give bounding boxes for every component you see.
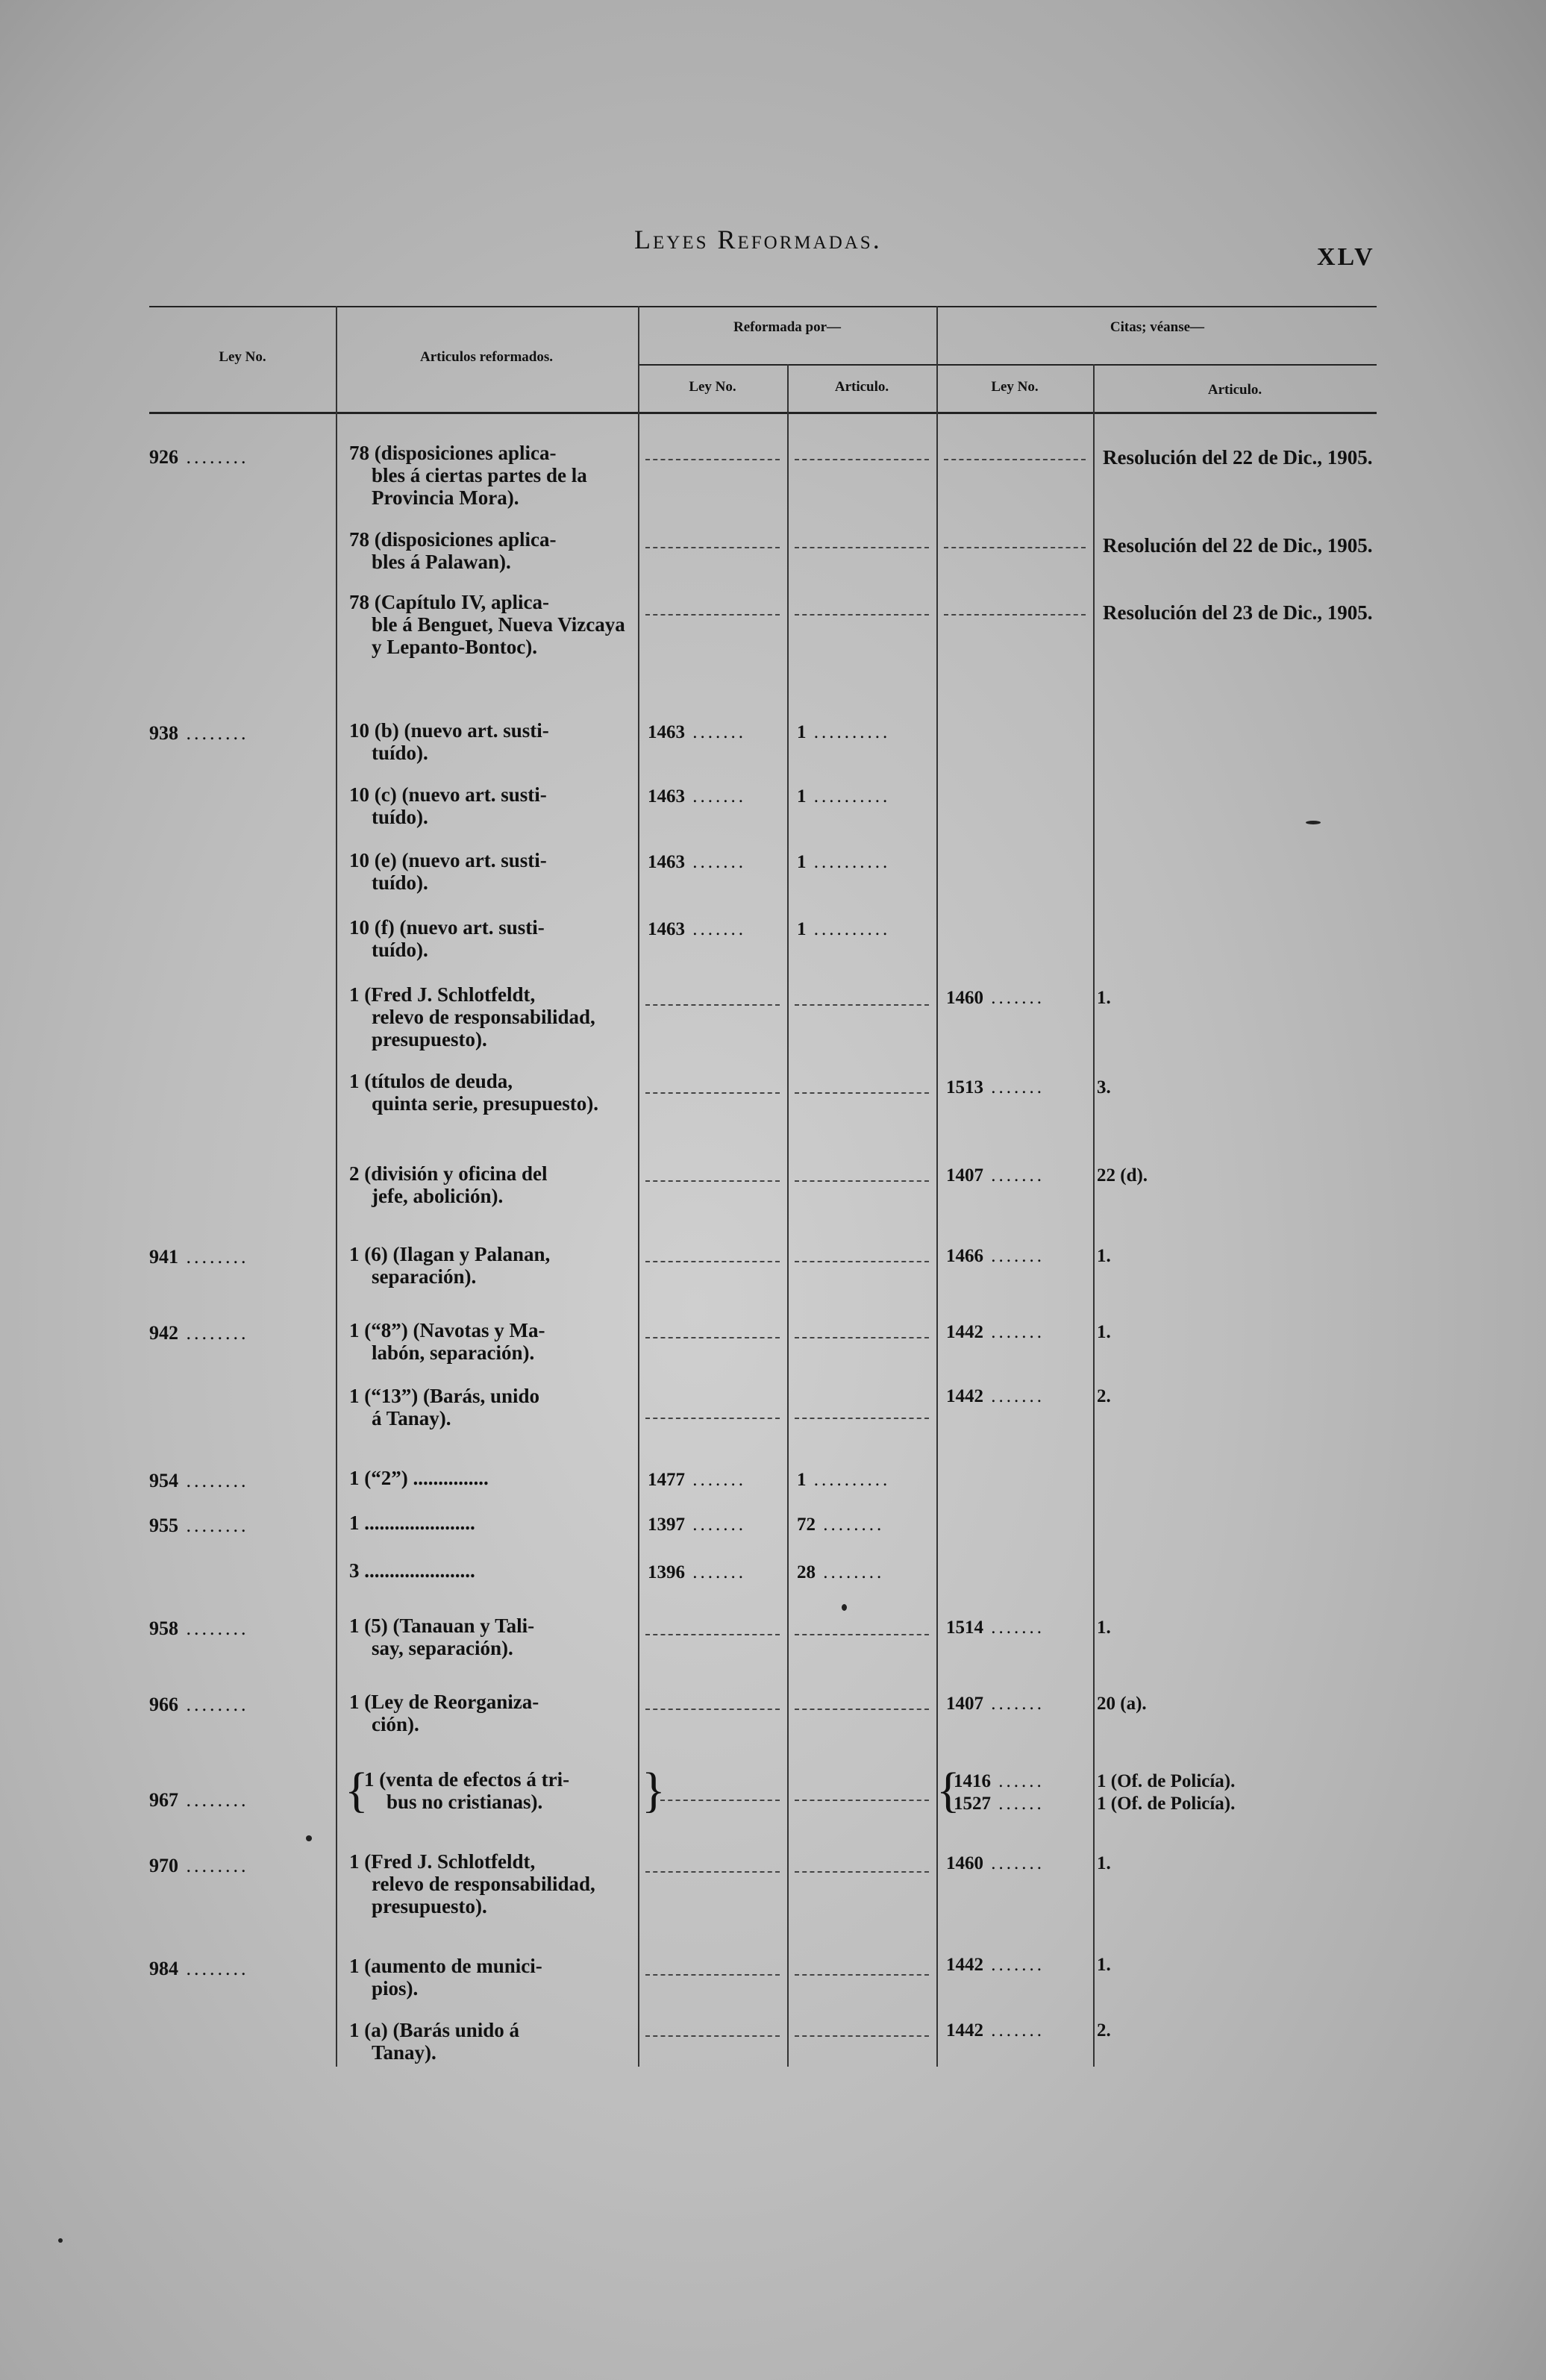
ley-number: 941 ........ <box>149 1246 249 1268</box>
left-brace: { <box>936 1763 960 1817</box>
cita-articulo: 1 (Of. de Policía). <box>1097 1771 1236 1791</box>
cita-ley: 1407 ....... <box>946 1694 1045 1714</box>
reformada-articulo: 1 .......... <box>797 1470 891 1490</box>
leader-line <box>795 1261 929 1262</box>
reformada-ley: 1396 ....... <box>648 1562 746 1582</box>
leader-line <box>795 1418 929 1419</box>
ley-number: 955 ........ <box>149 1515 249 1536</box>
articulo-reformado: 1 (“2”) ............... <box>349 1467 489 1489</box>
cita-articulo: 1. <box>1097 988 1111 1008</box>
ley-number: 942 ........ <box>149 1322 249 1344</box>
leader-line <box>660 1800 780 1801</box>
ley-number: 984 ........ <box>149 1958 249 1979</box>
leader-line <box>645 1418 780 1419</box>
articulo-reformado: 10 (f) (nuevo art. susti- tuído). <box>349 916 545 961</box>
articulo-reformado: 78 (disposiciones aplica- bles á Palawan). <box>349 528 557 573</box>
cita-articulo: 2. <box>1097 1386 1111 1406</box>
cita-articulo: 3. <box>1097 1077 1111 1097</box>
reformada-articulo: 1 .......... <box>797 852 891 872</box>
leader-line <box>645 1261 780 1262</box>
ley-number: 954 ........ <box>149 1470 249 1491</box>
cita-articulo: 1. <box>1097 1618 1111 1638</box>
articulo-reformado: 1 (venta de efectos á tri- bus no cristianas). <box>364 1768 570 1813</box>
cita-ley: 1513 ....... <box>946 1077 1045 1097</box>
articulo-reformado: 10 (b) (nuevo art. susti- tuído). <box>349 719 549 764</box>
articulo-reformado: 2 (división y oficina del jefe, abolición). <box>349 1162 548 1207</box>
cita-ley: 1466 ....... <box>946 1246 1045 1266</box>
cita-ley: 1527 ...... <box>954 1794 1045 1814</box>
articulo-reformado: 1 (aumento de munici- pios). <box>349 1955 542 1999</box>
reformada-ley: 1463 ....... <box>648 786 746 807</box>
right-brace: } <box>642 1763 666 1817</box>
cita-ley: 1460 ....... <box>946 1853 1045 1873</box>
articulo-reformado: 78 (disposiciones aplica- bles á ciertas partes de la Provincia Mora). <box>349 442 587 509</box>
articulo-reformado: 1 (títulos de deuda, quinta serie, presupuesto). <box>349 1070 599 1115</box>
leader-line <box>645 1871 780 1873</box>
ley-number: 970 ........ <box>149 1855 249 1876</box>
cita-ley: 1416 ...... <box>954 1771 1045 1791</box>
column-divider-2 <box>638 306 639 2067</box>
reformada-ley: 1477 ....... <box>648 1470 746 1490</box>
cita-articulo: 2. <box>1097 2020 1111 2041</box>
column-divider-3 <box>787 364 789 2067</box>
column-divider-1 <box>336 306 337 2067</box>
leader-line <box>645 2035 780 2037</box>
page-number: XLV <box>1317 243 1375 271</box>
leader-line <box>944 459 1086 460</box>
cita-articulo: Resolución del 22 de Dic., 1905. <box>1103 446 1373 469</box>
column-divider-5 <box>1093 364 1095 2067</box>
leader-line <box>645 1180 780 1182</box>
cita-articulo: 1. <box>1097 1955 1111 1975</box>
subheader-ley-reformada: Ley No. <box>689 379 736 395</box>
ley-number: 926 ........ <box>149 446 249 468</box>
scan-speck <box>1306 821 1321 824</box>
leader-line <box>795 1634 929 1635</box>
scan-speck <box>58 2238 63 2243</box>
cita-articulo: 1. <box>1097 1853 1111 1873</box>
leader-line <box>795 614 929 616</box>
leader-line <box>795 1871 929 1873</box>
table-top-rule <box>149 306 1377 307</box>
articulo-reformado: 1 (Fred J. Schlotfeldt, relevo de responsabilidad, presupuesto). <box>349 1850 595 1917</box>
reformada-ley: 1463 ....... <box>648 722 746 742</box>
ley-number: 958 ........ <box>149 1618 249 1639</box>
leader-line <box>795 2035 929 2037</box>
scan-speck <box>842 1604 847 1611</box>
leader-line <box>795 1092 929 1094</box>
ley-number: 966 ........ <box>149 1694 249 1715</box>
leader-line <box>645 614 780 616</box>
articulo-reformado: 3 ...................... <box>349 1559 475 1582</box>
reformada-articulo: 1 .......... <box>797 919 891 939</box>
leader-line <box>944 547 1086 548</box>
reformada-articulo: 1 .......... <box>797 786 891 807</box>
leader-line <box>795 1974 929 1976</box>
cita-ley: 1460 ....... <box>946 988 1045 1008</box>
col-header-articulos: Articulos reformados. <box>419 349 553 365</box>
articulo-reformado: 10 (e) (nuevo art. susti- tuído). <box>349 849 547 894</box>
cita-ley: 1442 ....... <box>946 1955 1045 1975</box>
subheader-articulo-citas: Articulo. <box>1207 382 1262 398</box>
cita-articulo: 1. <box>1097 1322 1111 1342</box>
leader-line <box>645 459 780 460</box>
articulo-reformado: 1 (Ley de Reorganiza- ción). <box>349 1691 539 1735</box>
cita-articulo: 1 (Of. de Policía). <box>1097 1794 1236 1814</box>
header-bottom-rule <box>149 412 1377 414</box>
articulo-reformado: 1 (5) (Tanauan y Tali- say, separación). <box>349 1615 535 1659</box>
articulo-reformado: 78 (Capítulo IV, aplica- ble á Benguet, Nueva Vizcaya y Lepanto-Bontoc). <box>349 591 625 658</box>
leader-line <box>645 1337 780 1338</box>
leader-line <box>795 1180 929 1182</box>
reformada-articulo: 28 ........ <box>797 1562 885 1582</box>
leader-line <box>795 1709 929 1710</box>
leader-line <box>645 1004 780 1006</box>
left-brace: { <box>345 1763 369 1817</box>
ley-number: 938 ........ <box>149 722 249 744</box>
leader-line <box>645 1709 780 1710</box>
cita-articulo: 22 (d). <box>1097 1165 1148 1186</box>
leader-line <box>645 547 780 548</box>
leader-line <box>645 1092 780 1094</box>
col-header-citas: Citas; véanse— <box>1110 319 1205 335</box>
cita-ley: 1442 ....... <box>946 1322 1045 1342</box>
col-header-reformada-por: Reformada por— <box>733 319 842 335</box>
articulo-reformado: 1 (6) (Ilagan y Palanan, separación). <box>349 1243 551 1288</box>
leader-line <box>795 1800 929 1801</box>
subheader-rule <box>638 364 1377 366</box>
col-header-ley: Ley No. <box>219 349 266 365</box>
cita-articulo: Resolución del 22 de Dic., 1905. <box>1103 534 1373 557</box>
subheader-ley-citas: Ley No. <box>991 379 1039 395</box>
cita-ley: 1514 ....... <box>946 1618 1045 1638</box>
cita-ley: 1407 ....... <box>946 1165 1045 1186</box>
scan-speck <box>306 1835 312 1841</box>
articulo-reformado: 1 ...................... <box>349 1512 475 1534</box>
page-title: Leyes Reformadas. <box>634 225 882 254</box>
reformada-articulo: 72 ........ <box>797 1515 885 1535</box>
articulo-reformado: 1 (“13”) (Barás, unido á Tanay). <box>349 1385 540 1429</box>
leader-line <box>795 459 929 460</box>
cita-ley: 1442 ....... <box>946 1386 1045 1406</box>
leader-line <box>645 1634 780 1635</box>
leader-line <box>795 1004 929 1006</box>
reformada-ley: 1397 ....... <box>648 1515 746 1535</box>
cita-articulo: 1. <box>1097 1246 1111 1266</box>
reformada-ley: 1463 ....... <box>648 852 746 872</box>
leader-line <box>645 1974 780 1976</box>
cita-articulo: Resolución del 23 de Dic., 1905. <box>1103 601 1373 624</box>
articulo-reformado: 10 (c) (nuevo art. susti- tuído). <box>349 783 547 828</box>
leader-line <box>795 547 929 548</box>
articulo-reformado: 1 (a) (Barás unido á Tanay). <box>349 2019 520 2064</box>
articulo-reformado: 1 (“8”) (Navotas y Ma- labón, separación). <box>349 1319 545 1364</box>
reformada-ley: 1463 ....... <box>648 919 746 939</box>
cita-articulo: 20 (a). <box>1097 1694 1147 1714</box>
reformada-articulo: 1 .......... <box>797 722 891 742</box>
leader-line <box>944 614 1086 616</box>
articulo-reformado: 1 (Fred J. Schlotfeldt, relevo de responsabilidad, presupuesto). <box>349 983 595 1050</box>
leader-line <box>795 1337 929 1338</box>
ley-number: 967 ........ <box>149 1789 249 1811</box>
subheader-articulo-reformada: Articulo. <box>834 379 889 395</box>
cita-ley: 1442 ....... <box>946 2020 1045 2041</box>
